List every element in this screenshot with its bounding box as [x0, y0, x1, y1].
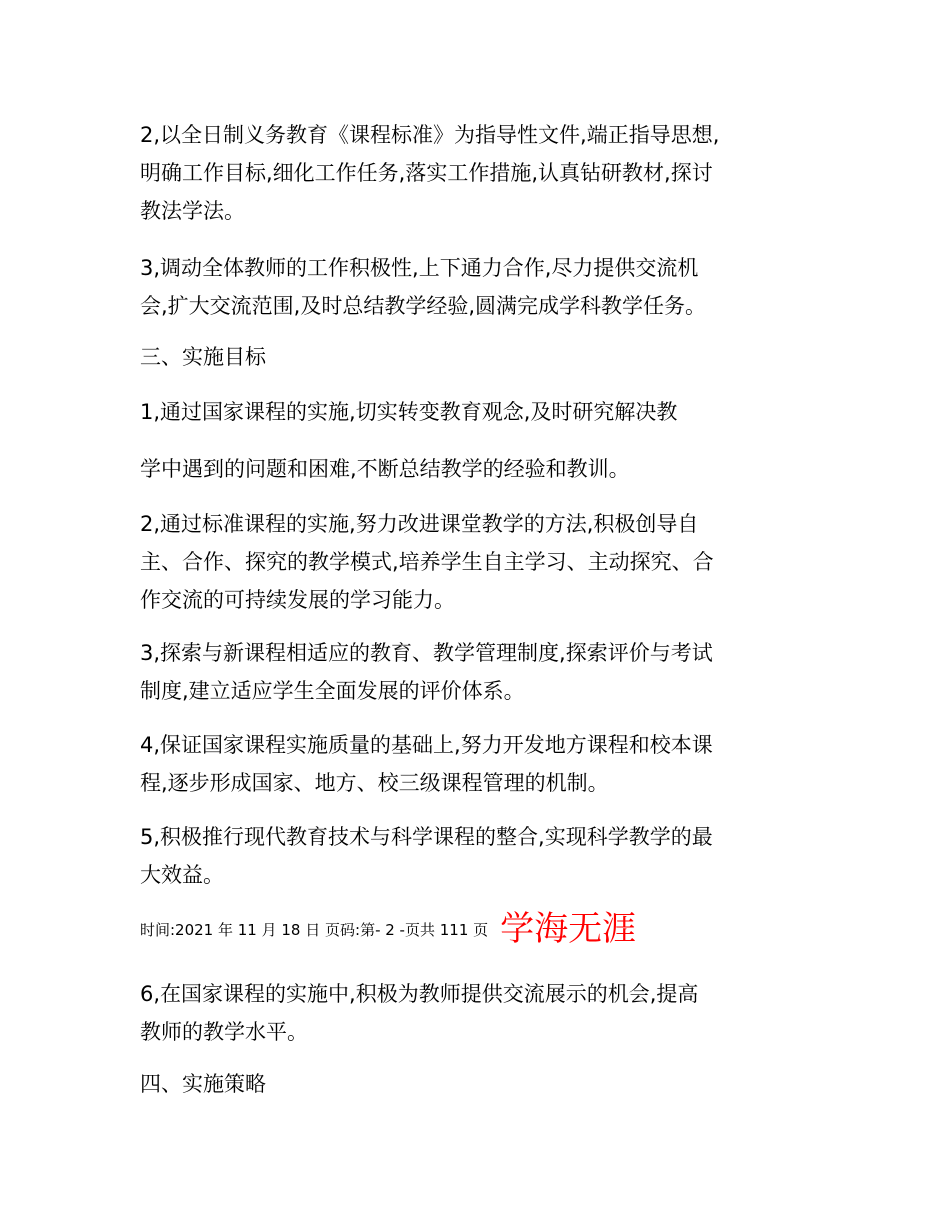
- paragraph-goal-3: [140, 634, 820, 710]
- paragraph-goal-2: [140, 505, 820, 619]
- paragraph-goal-6: [140, 975, 820, 1051]
- paragraph-teachers: [140, 249, 820, 325]
- text-line: 4,保证国家课程实施质量的基础上,努力开发地方课程和校本课: [140, 733, 713, 757]
- text-line: 会,扩大交流范围,及时总结教学经验,圆满完成学科教学任务。: [140, 294, 707, 318]
- paragraph-goal-5: [140, 818, 820, 894]
- text-line: 作交流的可持续发展的学习能力。: [140, 588, 455, 612]
- text-line: 6,在国家课程的实施中,积极为教师提供交流展示的机会,提高: [140, 982, 699, 1006]
- brand-slogan: 学海无涯: [500, 909, 637, 949]
- text-line: 2,以全日制义务教育《课程标准》为指导性文件,端正指导思想,: [140, 123, 720, 147]
- page-meta: 时间:2021 年 11 月 18 日 页码:第- 2 -页共 111 页: [140, 920, 489, 939]
- text-line: 5,积极推行现代教育技术与科学课程的整合,实现科学教学的最: [140, 825, 713, 849]
- text-line: 学中遇到的问题和困难,不断总结教学的经验和教训。: [140, 457, 630, 481]
- paragraph-standard: [140, 116, 820, 230]
- heading-text: 四、实施策略: [140, 1072, 266, 1096]
- text-line: 1,通过国家课程的实施,切实转变教育观念,及时研究解决教: [140, 400, 678, 424]
- text-line: 制度,建立适应学生全面发展的评价体系。: [140, 679, 525, 703]
- text-line: 教法学法。: [140, 199, 245, 223]
- text-line: 程,逐步形成国家、地方、校三级课程管理的机制。: [140, 771, 609, 795]
- section-heading-goals: [140, 338, 820, 376]
- paragraph-goal-1: [140, 393, 820, 431]
- section-heading-strategy: [140, 1065, 820, 1103]
- paragraph-goal-1-cont: [140, 450, 820, 488]
- text-line: 明确工作目标,细化工作任务,落实工作措施,认真钻研教材,探讨: [140, 161, 713, 185]
- text-line: 3,探索与新课程相适应的教育、教学管理制度,探索评价与考试: [140, 641, 713, 665]
- text-line: 主、合作、探究的教学模式,培养学生自主学习、主动探究、合: [140, 550, 714, 574]
- text-line: 教师的教学水平。: [140, 1020, 308, 1044]
- heading-text: 三、实施目标: [140, 345, 266, 369]
- page-footer: [140, 906, 636, 952]
- text-line: 2,通过标准课程的实施,努力改进课堂教学的方法,积极创导自: [140, 512, 699, 536]
- text-line: 3,调动全体教师的工作积极性,上下通力合作,尽力提供交流机: [140, 256, 699, 280]
- text-line: 大效益。: [140, 863, 224, 887]
- paragraph-goal-4: [140, 726, 820, 802]
